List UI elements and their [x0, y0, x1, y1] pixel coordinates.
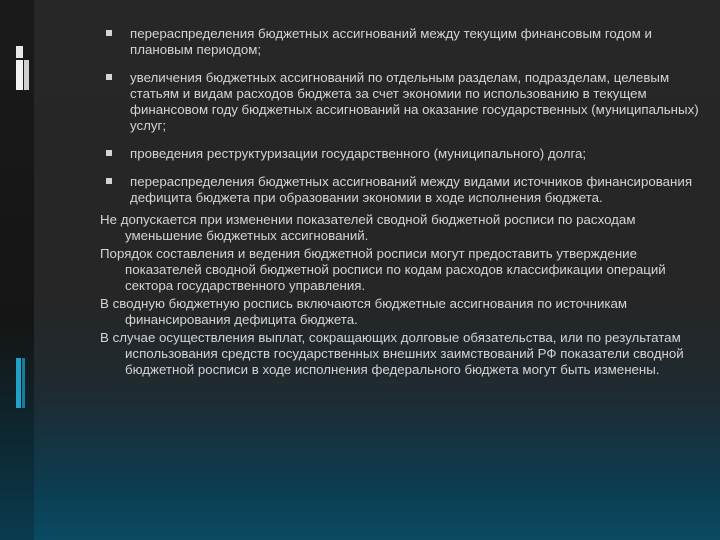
paragraph: В случае осуществления выплат, сокращающих долговые обязательства, или по результатам использования средств государственных внешних заимствований РФ показатели сводной бюджетной росписи в ходе исполнения федерального бюджета могут быть изменены.	[100, 330, 684, 377]
paragraph: Порядок составления и ведения бюджетной росписи могут предоставить утверждение показателей сводной бюджетной росписи по кодам расходов классификации операций сектора государственного управления.	[100, 246, 666, 293]
bullet-text: проведения реструктуризации государственного (муниципального) долга;	[130, 146, 587, 161]
decoration-bar-dark-blue	[22, 358, 25, 408]
bullet-item	[100, 70, 700, 134]
bullet-text: увеличения бюджетных ассигнований по отдельным разделам, подразделам, целевым статьям и видам расходов бюджета за счет экономии по использованию в текущем финансовом году бюджетных ассигнований на оказание государственных (муниципальных) услуг;	[130, 70, 699, 133]
decoration-bar-grey	[24, 60, 29, 90]
bullet-text: перераспределения бюджетных ассигнований между видами источников финансирования дефицита бюджета при образовании экономии в ходе исполнения бюджета.	[130, 174, 693, 205]
left-decoration-strip	[0, 0, 34, 540]
decoration-bar-white	[16, 60, 23, 90]
decoration-bar-top-small	[16, 46, 23, 58]
bullet-text: перераспределения бюджетных ассигнований между текущим финансовым годом и плановым периодом;	[130, 26, 652, 57]
square-bullet-icon	[106, 178, 112, 184]
bullet-item	[100, 26, 700, 58]
bullet-item	[100, 174, 700, 206]
bullet-item	[100, 146, 700, 162]
paragraph: В сводную бюджетную роспись включаются бюджетные ассигнования по источникам финансирования дефицита бюджета.	[100, 296, 628, 327]
slide-content	[100, 26, 700, 380]
square-bullet-icon	[106, 30, 112, 36]
paragraph: Не допускается при изменении показателей сводной бюджетной росписи по расходам уменьшение бюджетных ассигнований.	[100, 212, 636, 243]
square-bullet-icon	[106, 74, 112, 80]
decoration-bar-blue	[16, 358, 21, 408]
square-bullet-icon	[106, 150, 112, 156]
